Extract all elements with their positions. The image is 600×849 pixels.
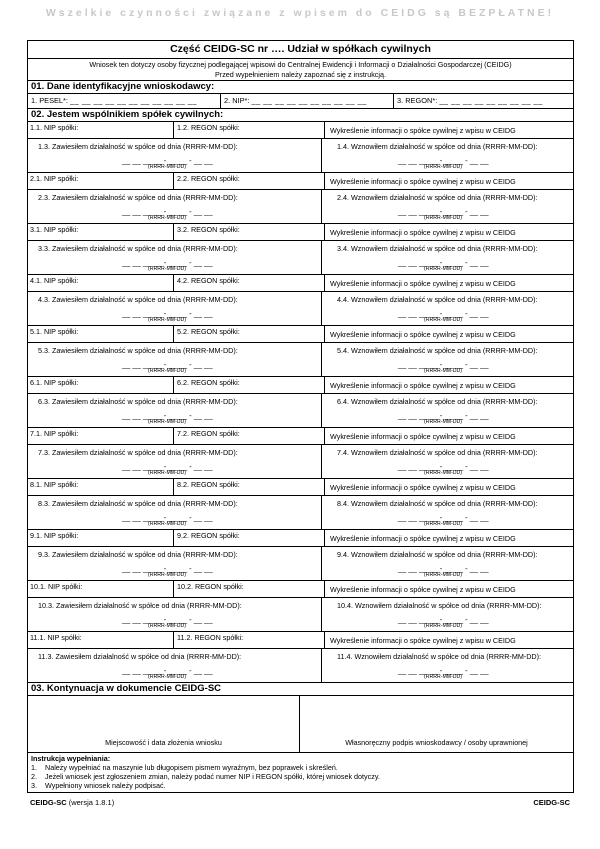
deregistration-option[interactable]: Wykreślenie informacji o spółce cywilnej z wpisu w CEIDG bbox=[324, 581, 573, 597]
section-02-heading: 02. Jestem wspólnikiem spółek cywilnych: bbox=[28, 109, 573, 122]
resumption-date-input[interactable]: __ __ __ __ - __ __ - __ __ bbox=[398, 156, 489, 165]
resumption-date-format: (RRRR-MM-DD) bbox=[424, 215, 463, 221]
pesel-dashes: __ __ __ __ __ __ __ __ __ __ __ bbox=[70, 96, 198, 105]
suspension-label: 3.3. Zawiesiłem działalność w spółce od dnia (RRRR-MM-DD): bbox=[38, 244, 238, 253]
deregistration-option[interactable]: Wykreślenie informacji o spółce cywilnej z wpisu w CEIDG bbox=[324, 173, 573, 189]
partnership-blocks bbox=[28, 122, 573, 683]
resumption-label: 9.4. Wznowiłem działalność w spółce od dnia (RRRR-MM-DD): bbox=[337, 550, 538, 559]
resumption-date-format: (RRRR-MM-DD) bbox=[424, 623, 463, 629]
partnership-regon-field[interactable]: 3.2. REGON spółki: bbox=[177, 225, 240, 234]
resumption-label: 8.4. Wznowiłem działalność w spółce od dnia (RRRR-MM-DD): bbox=[337, 499, 538, 508]
divider bbox=[321, 648, 322, 682]
divider bbox=[28, 291, 573, 292]
instruction-number: 1. bbox=[31, 763, 37, 772]
place-date-field[interactable] bbox=[28, 696, 300, 752]
suspension-date-input[interactable]: __ __ __ __ - __ __ - __ __ bbox=[122, 156, 213, 165]
suspension-date-format: (RRRR-MM-DD) bbox=[148, 674, 187, 680]
partnership-regon-field[interactable]: 5.2. REGON spółki: bbox=[177, 327, 240, 336]
place-date-label: Miejscowość i data złożenia wniosku bbox=[105, 738, 222, 747]
divider bbox=[321, 291, 322, 325]
deregistration-option[interactable]: Wykreślenie informacji o spółce cywilnej z wpisu w CEIDG bbox=[324, 224, 573, 240]
suspension-label: 2.3. Zawiesiłem działalność w spółce od dnia (RRRR-MM-DD): bbox=[38, 193, 238, 202]
partnership-regon-field[interactable]: 11.2. REGON spółki: bbox=[177, 633, 244, 642]
resumption-label: 6.4. Wznowiłem działalność w spółce od dnia (RRRR-MM-DD): bbox=[337, 397, 538, 406]
partnership-nip-field[interactable]: 9.1. NIP spółki: bbox=[28, 530, 174, 546]
instruction-text: Wypełniony wniosek należy podpisać. bbox=[45, 781, 166, 790]
deregistration-option[interactable]: Wykreślenie informacji o spółce cywilnej z wpisu w CEIDG bbox=[324, 479, 573, 495]
resumption-label: 2.4. Wznowiłem działalność w spółce od dnia (RRRR-MM-DD): bbox=[337, 193, 538, 202]
section-03-heading: 03. Kontynuacja w dokumencie CEIDG-SC bbox=[28, 683, 573, 696]
instructions-title: Instrukcja wypełniania: bbox=[31, 754, 111, 763]
divider bbox=[321, 342, 322, 376]
partnership-regon-field[interactable]: 4.2. REGON spółki: bbox=[177, 276, 240, 285]
ceidg-sc-form bbox=[27, 40, 574, 793]
suspension-date-format: (RRRR-MM-DD) bbox=[148, 521, 187, 527]
suspension-label: 8.3. Zawiesiłem działalność w spółce od dnia (RRRR-MM-DD): bbox=[38, 499, 238, 508]
deregistration-option[interactable]: Wykreślenie informacji o spółce cywilnej z wpisu w CEIDG bbox=[324, 122, 573, 138]
resumption-date-input[interactable]: __ __ __ __ - __ __ - __ __ bbox=[398, 666, 489, 675]
suspension-date-input[interactable]: __ __ __ __ - __ __ - __ __ bbox=[122, 360, 213, 369]
suspension-date-input[interactable]: __ __ __ __ - __ __ - __ __ bbox=[122, 309, 213, 318]
resumption-label: 11.4. Wznowiłem działalność w spółce od dnia (RRRR-MM-DD): bbox=[337, 652, 541, 661]
resumption-date-input[interactable]: __ __ __ __ - __ __ - __ __ bbox=[398, 615, 489, 624]
form-title: Część CEIDG-SC nr …. Udział w spółkach cywilnych bbox=[28, 41, 573, 59]
partnership-block bbox=[28, 275, 573, 326]
resumption-date-format: (RRRR-MM-DD) bbox=[424, 368, 463, 374]
suspension-date-input[interactable]: __ __ __ __ - __ __ - __ __ bbox=[122, 513, 213, 522]
partnership-regon-field[interactable]: 6.2. REGON spółki: bbox=[177, 378, 240, 387]
instruction-text: Należy wypełniać na maszynie lub długopisem pismem wyraźnym, bez poprawek i skreśleń. bbox=[45, 763, 338, 772]
suspension-date-format: (RRRR-MM-DD) bbox=[148, 368, 187, 374]
suspension-label: 1.3. Zawiesiłem działalność w spółce od dnia (RRRR-MM-DD): bbox=[38, 142, 238, 151]
suspension-label: 7.3. Zawiesiłem działalność w spółce od dnia (RRRR-MM-DD): bbox=[38, 448, 238, 457]
divider bbox=[28, 240, 573, 241]
regon-field[interactable] bbox=[394, 94, 573, 108]
instructions bbox=[28, 753, 573, 792]
resumption-label: 1.4. Wznowiłem działalność w spółce od dnia (RRRR-MM-DD): bbox=[337, 142, 538, 151]
partnership-block bbox=[28, 377, 573, 428]
partnership-nip-field[interactable]: 11.1. NIP spółki: bbox=[28, 632, 174, 648]
divider bbox=[28, 138, 573, 139]
instruction-item bbox=[31, 772, 570, 781]
nip-dashes: __ __ __ __ __ __ __ __ __ __ bbox=[251, 96, 367, 105]
partnership-nip-field[interactable]: 8.1. NIP spółki: bbox=[28, 479, 174, 495]
resumption-label: 4.4. Wznowiłem działalność w spółce od dnia (RRRR-MM-DD): bbox=[337, 295, 538, 304]
resumption-date-input[interactable]: __ __ __ __ - __ __ - __ __ bbox=[398, 564, 489, 573]
suspension-label: 5.3. Zawiesiłem działalność w spółce od dnia (RRRR-MM-DD): bbox=[38, 346, 238, 355]
divider bbox=[28, 444, 573, 445]
partnership-regon-field[interactable]: 1.2. REGON spółki: bbox=[177, 123, 240, 132]
resumption-date-input[interactable]: __ __ __ __ - __ __ - __ __ bbox=[398, 513, 489, 522]
divider bbox=[28, 495, 573, 496]
divider bbox=[321, 444, 322, 478]
partnership-regon-field[interactable]: 2.2. REGON spółki: bbox=[177, 174, 240, 183]
divider bbox=[321, 546, 322, 580]
partnership-block bbox=[28, 224, 573, 275]
resumption-date-format: (RRRR-MM-DD) bbox=[424, 419, 463, 425]
instruction-number: 2. bbox=[31, 772, 37, 781]
divider bbox=[321, 189, 322, 223]
divider bbox=[28, 393, 573, 394]
intro-line-1: Wniosek ten dotyczy osoby fizycznej podlegającej wpisowi do Centralnej Ewidencji i Informacji o Działalności Gospodarczej (CEIDG) bbox=[89, 60, 512, 69]
resumption-label: 5.4. Wznowiłem działalność w spółce od dnia (RRRR-MM-DD): bbox=[337, 346, 538, 355]
deregistration-option[interactable]: Wykreślenie informacji o spółce cywilnej z wpisu w CEIDG bbox=[324, 530, 573, 546]
resumption-date-input[interactable]: __ __ __ __ - __ __ - __ __ bbox=[398, 258, 489, 267]
partnership-regon-field[interactable]: 10.2. REGON spółki: bbox=[177, 582, 244, 591]
fee-free-banner: Wszelkie czynności związane z wpisem do CEIDG są BEZPŁATNE! bbox=[45, 7, 555, 19]
partnership-block bbox=[28, 581, 573, 632]
footer-form-code: CEIDG-SC bbox=[30, 798, 67, 807]
suspension-label: 10.3. Zawiesiłem działalność w spółce od dnia (RRRR-MM-DD): bbox=[38, 601, 242, 610]
partnership-nip-field[interactable]: 4.1. NIP spółki: bbox=[28, 275, 174, 291]
pesel-label: 1. PESEL*: bbox=[31, 96, 68, 105]
suspension-label: 11.3. Zawiesiłem działalność w spółce od dnia (RRRR-MM-DD): bbox=[38, 652, 242, 661]
resumption-date-format: (RRRR-MM-DD) bbox=[424, 674, 463, 680]
resumption-date-format: (RRRR-MM-DD) bbox=[424, 470, 463, 476]
suspension-date-input[interactable]: __ __ __ __ - __ __ - __ __ bbox=[122, 411, 213, 420]
regon-dashes: __ __ __ __ __ __ __ __ __ bbox=[439, 96, 543, 105]
suspension-label: 6.3. Zawiesiłem działalność w spółce od dnia (RRRR-MM-DD): bbox=[38, 397, 238, 406]
partnership-nip-field[interactable]: 2.1. NIP spółki: bbox=[28, 173, 174, 189]
partnership-block bbox=[28, 326, 573, 377]
resumption-label: 10.4. Wznowiłem działalność w spółce od dnia (RRRR-MM-DD): bbox=[337, 601, 542, 610]
divider bbox=[28, 546, 573, 547]
divider bbox=[321, 495, 322, 529]
instruction-text: Jeżeli wniosek jest zgłoszeniem zmian, należy podać numer NIP i REGON spółki, której wniosek dotyczy. bbox=[45, 772, 380, 781]
suspension-date-input[interactable]: __ __ __ __ - __ __ - __ __ bbox=[122, 207, 213, 216]
resumption-label: 7.4. Wznowiłem działalność w spółce od dnia (RRRR-MM-DD): bbox=[337, 448, 538, 457]
applicant-id-row bbox=[28, 94, 573, 109]
partnership-nip-field[interactable]: 3.1. NIP spółki: bbox=[28, 224, 174, 240]
partnership-nip-field[interactable]: 10.1. NIP spółki: bbox=[28, 581, 174, 597]
partnership-nip-field[interactable]: 5.1. NIP spółki: bbox=[28, 326, 174, 342]
instruction-number: 3. bbox=[31, 781, 37, 790]
partnership-nip-field[interactable]: 7.1. NIP spółki: bbox=[28, 428, 174, 444]
suspension-label: 9.3. Zawiesiłem działalność w spółce od dnia (RRRR-MM-DD): bbox=[38, 550, 238, 559]
resumption-date-format: (RRRR-MM-DD) bbox=[424, 317, 463, 323]
divider bbox=[28, 342, 573, 343]
partnership-block bbox=[28, 428, 573, 479]
suspension-date-format: (RRRR-MM-DD) bbox=[148, 623, 187, 629]
suspension-date-input[interactable]: __ __ __ __ - __ __ - __ __ bbox=[122, 462, 213, 471]
resumption-label: 3.4. Wznowiłem działalność w spółce od dnia (RRRR-MM-DD): bbox=[337, 244, 538, 253]
deregistration-option[interactable]: Wykreślenie informacji o spółce cywilnej z wpisu w CEIDG bbox=[324, 377, 573, 393]
suspension-date-format: (RRRR-MM-DD) bbox=[148, 317, 187, 323]
partnership-block bbox=[28, 530, 573, 581]
suspension-date-input[interactable]: __ __ __ __ - __ __ - __ __ bbox=[122, 615, 213, 624]
resumption-date-format: (RRRR-MM-DD) bbox=[424, 572, 463, 578]
divider bbox=[28, 648, 573, 649]
partnership-block bbox=[28, 173, 573, 224]
partnership-regon-field[interactable]: 7.2. REGON spółki: bbox=[177, 429, 240, 438]
regon-label: 3. REGON*: bbox=[397, 96, 438, 105]
suspension-date-format: (RRRR-MM-DD) bbox=[148, 572, 187, 578]
suspension-label: 4.3. Zawiesiłem działalność w spółce od dnia (RRRR-MM-DD): bbox=[38, 295, 238, 304]
suspension-date-format: (RRRR-MM-DD) bbox=[148, 419, 187, 425]
divider bbox=[321, 597, 322, 631]
resumption-date-format: (RRRR-MM-DD) bbox=[424, 266, 463, 272]
suspension-date-input[interactable]: __ __ __ __ - __ __ - __ __ bbox=[122, 666, 213, 675]
nip-field[interactable] bbox=[221, 94, 394, 108]
nip-label: 2. NIP*: bbox=[224, 96, 250, 105]
deregistration-option[interactable]: Wykreślenie informacji o spółce cywilnej z wpisu w CEIDG bbox=[324, 275, 573, 291]
pesel-field[interactable] bbox=[28, 94, 221, 108]
suspension-date-format: (RRRR-MM-DD) bbox=[148, 215, 187, 221]
divider bbox=[28, 597, 573, 598]
suspension-date-format: (RRRR-MM-DD) bbox=[148, 164, 187, 170]
deregistration-option[interactable]: Wykreślenie informacji o spółce cywilnej z wpisu w CEIDG bbox=[324, 632, 573, 648]
resumption-date-input[interactable]: __ __ __ __ - __ __ - __ __ bbox=[398, 309, 489, 318]
suspension-date-input[interactable]: __ __ __ __ - __ __ - __ __ bbox=[122, 258, 213, 267]
divider bbox=[28, 189, 573, 190]
divider bbox=[321, 138, 322, 172]
partnership-nip-field[interactable]: 6.1. NIP spółki: bbox=[28, 377, 174, 393]
partnership-block bbox=[28, 479, 573, 530]
suspension-date-format: (RRRR-MM-DD) bbox=[148, 470, 187, 476]
footer-version: (wersja 1.8.1) bbox=[66, 798, 115, 807]
instructions-list bbox=[31, 763, 570, 790]
resumption-date-input[interactable]: __ __ __ __ - __ __ - __ __ bbox=[398, 462, 489, 471]
form-intro bbox=[28, 59, 573, 81]
signature-label: Własnoręczny podpis wnioskodawcy / osoby uprawnionej bbox=[345, 738, 528, 747]
instruction-item bbox=[31, 763, 570, 772]
section-01-heading: 01. Dane identyfikacyjne wnioskodawcy: bbox=[28, 81, 573, 94]
footer-left bbox=[30, 798, 114, 807]
resumption-date-input[interactable]: __ __ __ __ - __ __ - __ __ bbox=[398, 360, 489, 369]
partnership-regon-field[interactable]: 8.2. REGON spółki: bbox=[177, 480, 240, 489]
instruction-item bbox=[31, 781, 570, 790]
partnership-block bbox=[28, 122, 573, 173]
signature-field[interactable] bbox=[300, 696, 573, 752]
signature-row bbox=[28, 696, 573, 753]
suspension-date-format: (RRRR-MM-DD) bbox=[148, 266, 187, 272]
suspension-date-input[interactable]: __ __ __ __ - __ __ - __ __ bbox=[122, 564, 213, 573]
resumption-date-format: (RRRR-MM-DD) bbox=[424, 521, 463, 527]
partnership-block bbox=[28, 632, 573, 683]
deregistration-option[interactable]: Wykreślenie informacji o spółce cywilnej z wpisu w CEIDG bbox=[324, 326, 573, 342]
resumption-date-input[interactable]: __ __ __ __ - __ __ - __ __ bbox=[398, 411, 489, 420]
footer-right: CEIDG-SC bbox=[533, 798, 570, 807]
resumption-date-input[interactable]: __ __ __ __ - __ __ - __ __ bbox=[398, 207, 489, 216]
resumption-date-format: (RRRR-MM-DD) bbox=[424, 164, 463, 170]
partnership-nip-field[interactable]: 1.1. NIP spółki: bbox=[28, 122, 174, 138]
divider bbox=[321, 393, 322, 427]
intro-line-2: Przed wypełnieniem należy zapoznać się z instrukcją. bbox=[215, 70, 386, 79]
partnership-regon-field[interactable]: 9.2. REGON spółki: bbox=[177, 531, 240, 540]
deregistration-option[interactable]: Wykreślenie informacji o spółce cywilnej z wpisu w CEIDG bbox=[324, 428, 573, 444]
divider bbox=[321, 240, 322, 274]
